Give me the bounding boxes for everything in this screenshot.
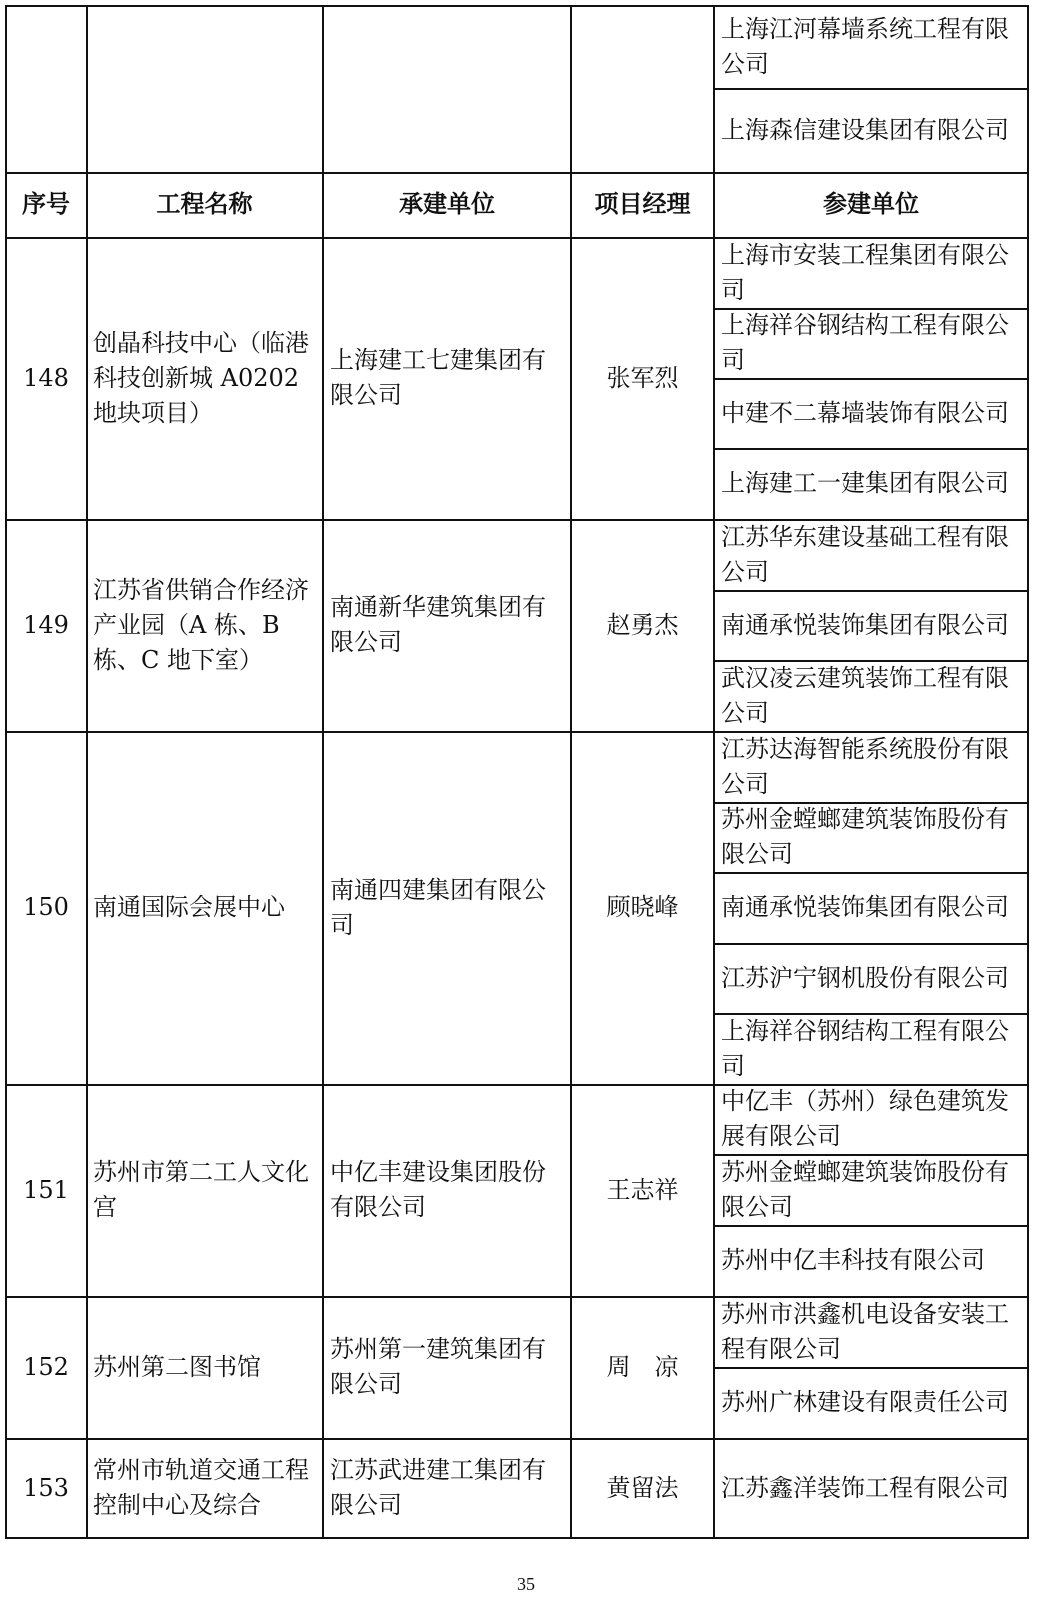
row-divider (6, 1438, 1028, 1440)
subrow-divider (714, 660, 1028, 662)
contractor: 南通四建集团有限公司 (330, 875, 546, 939)
participant-cell: 南通承悦装饰集团有限公司 (721, 893, 1009, 921)
subrow-divider (714, 943, 1028, 945)
contractor: 中亿丰建设集团股份有限公司 (330, 1158, 546, 1221)
header-participants: 参建单位 (823, 190, 919, 218)
column-divider (86, 6, 88, 1538)
project-name: 江苏省供销合作经济产业园（A 栋、B 栋、C 地下室） (93, 575, 309, 674)
contractor: 苏州第一建筑集团有限公司 (330, 1335, 546, 1398)
participant-cell: 苏州中亿丰科技有限公司 (721, 1246, 985, 1274)
row-divider (6, 731, 1028, 733)
row-divider (6, 172, 1028, 174)
row-number: 151 (23, 1175, 69, 1204)
subrow-divider (714, 88, 1028, 90)
participant-cell: 上海市安装工程集团有限公司 (721, 240, 1009, 304)
subrow-divider (714, 378, 1028, 380)
participant-cell: 武汉凌云建筑装饰工程有限公司 (721, 663, 1009, 727)
row-divider (6, 237, 1028, 239)
subrow-divider (714, 872, 1028, 874)
participant-cell: 上海祥谷钢结构工程有限公司 (721, 1016, 1009, 1080)
contractor: 南通新华建筑集团有限公司 (330, 593, 546, 656)
row-number: 150 (23, 893, 69, 921)
participant-cell: 江苏鑫洋装饰工程有限公司 (721, 1473, 1009, 1502)
project-manager: 张军烈 (606, 363, 679, 392)
project-name: 创晶科技中心（临港科技创新城 A0202 地块项目） (93, 328, 309, 427)
participant-cell: 苏州广林建设有限责任公司 (721, 1388, 1009, 1416)
project-table (6, 6, 1028, 1538)
project-manager: 赵勇杰 (606, 610, 679, 639)
header-contractor: 承建单位 (399, 190, 495, 218)
row-number: 153 (23, 1473, 69, 1502)
participant-cell: 上海江河幕墙系统工程有限公司 (721, 15, 1009, 78)
row-divider (6, 1084, 1028, 1086)
participant-cell: 上海建工一建集团有限公司 (721, 469, 1009, 497)
header-no: 序号 (22, 190, 70, 218)
column-divider (713, 6, 715, 1538)
participant-cell: 上海祥谷钢结构工程有限公司 (721, 311, 1009, 374)
participant-cell: 南通承悦装饰集团有限公司 (721, 610, 1009, 639)
project-name: 南通国际会展中心 (93, 893, 285, 921)
subrow-divider (714, 308, 1028, 310)
header-project: 工程名称 (156, 190, 253, 218)
participant-cell: 苏州市洪鑫机电设备安装工程有限公司 (721, 1299, 1009, 1363)
subrow-divider (714, 1013, 1028, 1015)
subrow-divider (714, 1367, 1028, 1369)
subrow-divider (714, 590, 1028, 592)
project-manager: 黄留法 (606, 1473, 679, 1502)
row-number: 148 (23, 363, 69, 392)
participant-cell: 苏州金螳螂建筑装饰股份有限公司 (721, 1157, 1009, 1221)
participant-cell: 江苏达海智能系统股份有限公司 (721, 734, 1009, 798)
project-name: 苏州第二图书馆 (93, 1352, 261, 1381)
subrow-divider (714, 1154, 1028, 1156)
subrow-divider (714, 448, 1028, 450)
participant-cell: 中建不二幕墙装饰有限公司 (721, 398, 1009, 427)
participant-cell: 中亿丰（苏州）绿色建筑发展有限公司 (721, 1087, 1009, 1150)
project-name: 苏州市第二工人文化宫 (93, 1158, 309, 1221)
project-manager: 顾晓峰 (606, 893, 679, 921)
project-manager: 王志祥 (606, 1175, 679, 1204)
participant-cell: 上海森信建设集团有限公司 (721, 115, 1009, 144)
row-divider (6, 1296, 1028, 1298)
row-number: 149 (23, 610, 69, 639)
contractor: 江苏武进建工集团有限公司 (330, 1456, 546, 1519)
column-divider (570, 6, 572, 1538)
subrow-divider (714, 1225, 1028, 1227)
subrow-divider (714, 802, 1028, 804)
column-divider (322, 6, 324, 1538)
participant-cell: 苏州金螳螂建筑装饰股份有限公司 (721, 805, 1009, 868)
participant-cell: 江苏沪宁钢机股份有限公司 (721, 963, 1009, 992)
header-manager: 项目经理 (594, 190, 691, 218)
contractor: 上海建工七建集团有限公司 (330, 346, 546, 409)
row-number: 152 (23, 1352, 69, 1381)
page-number: 35 (517, 1574, 535, 1594)
participant-cell: 江苏华东建设基础工程有限公司 (721, 522, 1009, 586)
project-manager: 周 凉 (606, 1352, 679, 1381)
row-divider (6, 519, 1028, 521)
project-name: 常州市轨道交通工程控制中心及综合 (93, 1456, 309, 1519)
